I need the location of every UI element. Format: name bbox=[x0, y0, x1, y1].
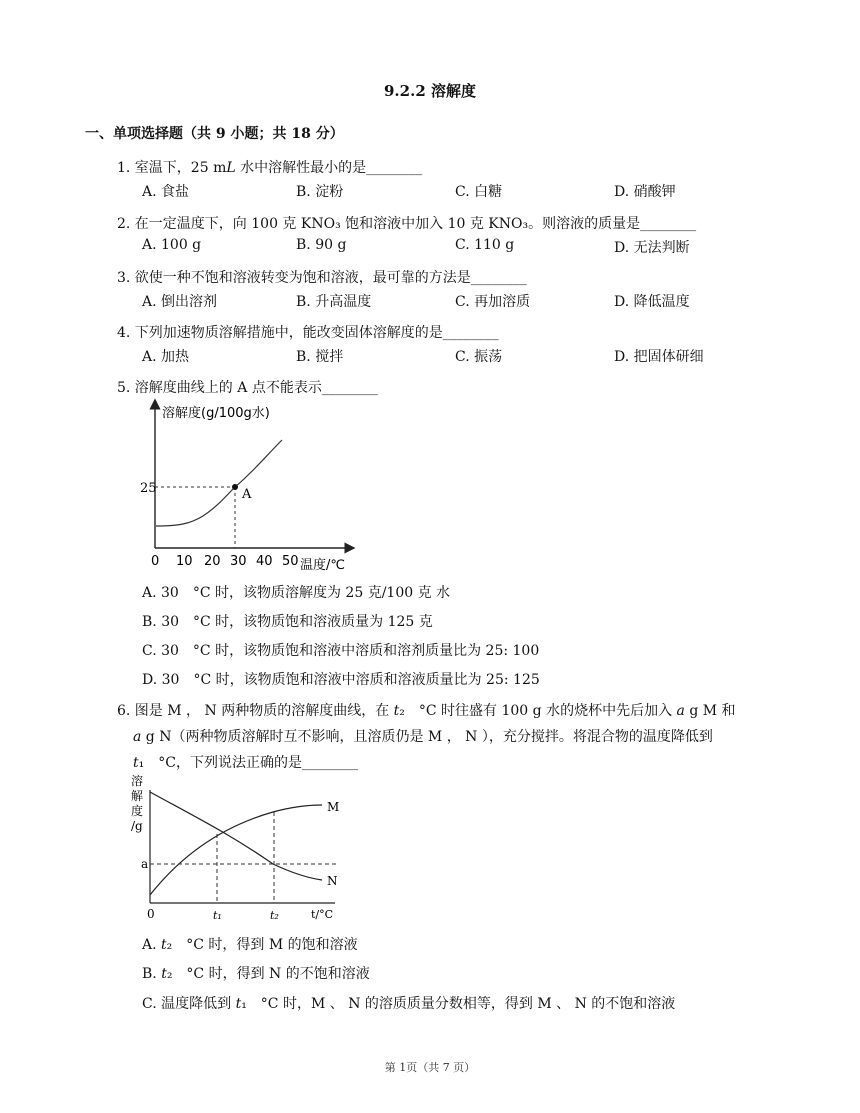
q3-option-d: D. 降低温度 bbox=[614, 294, 690, 310]
origin-label: 0 bbox=[147, 907, 155, 921]
q6-option-a: A. 𝑡₂ °C 时，得到 M 的饱和溶液 bbox=[142, 937, 358, 953]
q1-option-b: B. 淀粉 bbox=[296, 184, 344, 200]
question-1-stem: 1. 室温下，25 m𝐿 水中溶解性最小的是________ bbox=[117, 160, 423, 176]
q4-option-c: C. 振荡 bbox=[455, 349, 503, 365]
question-3-stem: 3. 欲使一种不饱和溶液转变为饱和溶液，最可靠的方法是________ bbox=[117, 270, 527, 286]
graph-b-xlabel: t/°C bbox=[311, 908, 334, 921]
x-tick-50: 50 bbox=[282, 554, 299, 569]
question-6-stem-line-2: 𝑎 g N（两种物质溶解时互不影响，且溶质仍是 M ， N ），充分搅拌。将混合物的温度降低到 bbox=[133, 729, 713, 745]
x-tick-40: 40 bbox=[256, 554, 273, 569]
q4-option-d: D. 把固体研细 bbox=[614, 349, 704, 365]
label-n: N bbox=[327, 874, 338, 888]
graph-b-ylabel-4: /g bbox=[131, 819, 143, 833]
question-2-stem: 2. 在一定温度下，向 100 克 KNO₃ 饱和溶液中加入 10 克 KNO₃。则溶液的质量是________ bbox=[117, 216, 697, 232]
page-title: 9.2.2 溶解度 bbox=[384, 82, 476, 100]
q3-option-a: A. 倒出溶剂 bbox=[142, 294, 218, 310]
point-a bbox=[232, 484, 238, 490]
x-tick-30: 30 bbox=[230, 554, 247, 569]
x-tick-20: 20 bbox=[204, 554, 221, 569]
question-5-stem: 5. 溶解度曲线上的 A 点不能表示________ bbox=[117, 380, 378, 396]
question-4-stem: 4. 下列加速物质溶解措施中，能改变固体溶解度的是________ bbox=[117, 325, 499, 341]
q2-option-b: B. 90 g bbox=[296, 237, 347, 253]
point-a-label: A bbox=[242, 487, 252, 502]
graph-b-ylabel-2: 解 bbox=[131, 789, 144, 803]
graph-a-ylabel: 溶解度(g/100g水) bbox=[162, 406, 270, 421]
solubility-graph-mn bbox=[130, 772, 350, 924]
x-tick-0: 0 bbox=[151, 554, 160, 569]
graph-a-xlabel: 温度/℃ bbox=[300, 558, 345, 573]
q6-option-c: C. 温度降低到 𝑡₁ °C 时，M 、 N 的溶质质量分数相等，得到 M 、 N 的不饱和溶液 bbox=[142, 996, 676, 1012]
page-footer: 第 1页（共 7 页） bbox=[384, 1061, 476, 1074]
q1-option-c: C. 白糖 bbox=[455, 184, 503, 200]
solubility-graph-a bbox=[138, 398, 368, 576]
label-a: a bbox=[141, 857, 149, 871]
q5-option-d: D. 30 °C 时，该物质饱和溶液中溶质和溶液质量比为 25: 125 bbox=[142, 672, 540, 688]
question-6-stem-line-3: 𝑡₁ °C，下列说法正确的是________ bbox=[133, 755, 358, 771]
q1-option-a: A. 食盐 bbox=[142, 184, 190, 200]
q3-option-b: B. 升高温度 bbox=[296, 294, 372, 310]
label-t1: t₁ bbox=[213, 909, 222, 922]
q1-option-d: D. 硝酸钾 bbox=[614, 184, 676, 200]
q4-option-b: B. 搅拌 bbox=[296, 349, 344, 365]
q4-option-a: A. 加热 bbox=[142, 349, 190, 365]
graph-b-ylabel-3: 度 bbox=[131, 804, 144, 818]
q5-option-c: C. 30 °C 时，该物质饱和溶液中溶质和溶剂质量比为 25: 100 bbox=[142, 643, 540, 659]
question-6-stem-line-1: 6. 图是 M ， N 两种物质的溶解度曲线，在 𝑡₂ °C 时往盛有 100 g 水的烧杯中先后加入 𝑎 g M 和 bbox=[117, 703, 736, 719]
solubility-curve bbox=[156, 440, 282, 526]
label-m: M bbox=[327, 800, 340, 814]
section-heading: 一、单项选择题（共 9 小题；共 18 分） bbox=[85, 126, 344, 142]
graph-b-ylabel-1: 溶 bbox=[131, 774, 144, 788]
q5-option-a: A. 30 °C 时，该物质溶解度为 25 克/100 克 水 bbox=[142, 585, 451, 601]
q2-option-c: C. 110 g bbox=[455, 237, 515, 253]
label-t2: t₂ bbox=[270, 909, 279, 922]
q3-option-c: C. 再加溶质 bbox=[455, 294, 531, 310]
q6-option-b: B. 𝑡₂ °C 时，得到 N 的不饱和溶液 bbox=[142, 966, 370, 982]
q2-option-d: D. 无法判断 bbox=[614, 240, 690, 256]
curve-m bbox=[150, 805, 322, 895]
x-tick-10: 10 bbox=[176, 554, 193, 569]
q5-option-b: B. 30 °C 时，该物质饱和溶液质量为 125 克 bbox=[142, 614, 433, 630]
q2-option-a: A. 100 g bbox=[142, 237, 202, 253]
y-tick-25: 25 bbox=[140, 481, 157, 496]
